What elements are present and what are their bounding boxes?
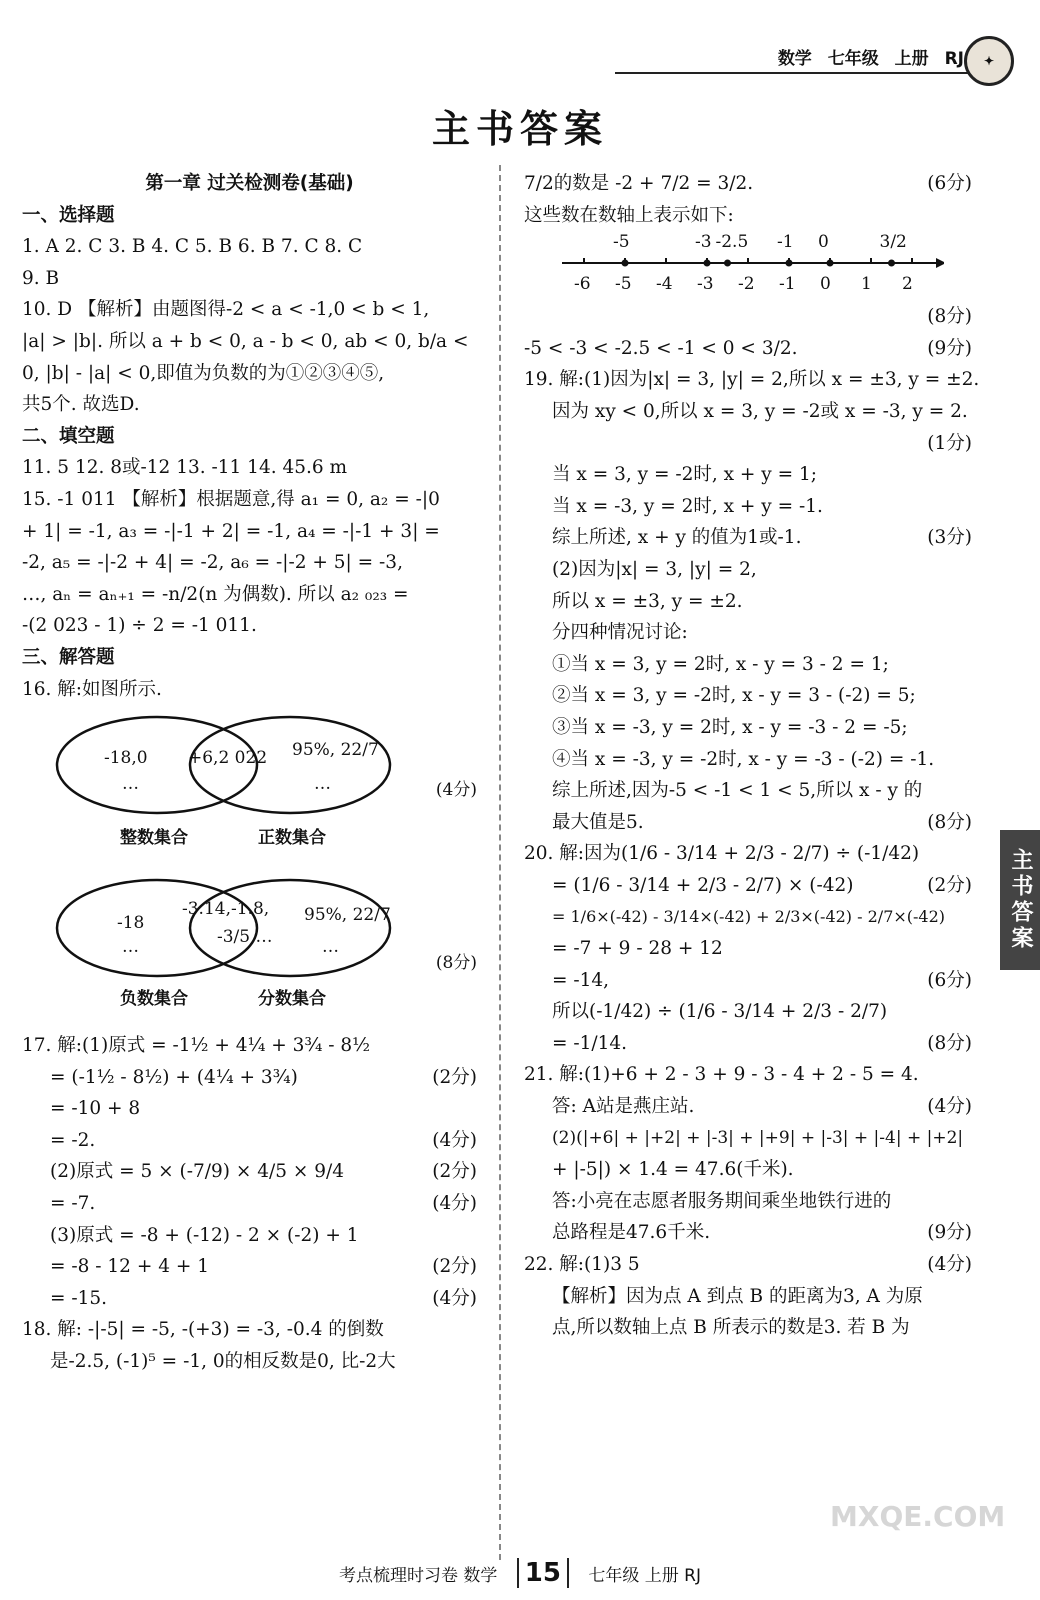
score: (9分)	[927, 1222, 972, 1244]
score: (6分)	[927, 173, 972, 194]
answer-line: 7/2的数是 -2 + 7/2 = 3/2. (6分)	[524, 168, 972, 200]
answer-line: ①当 x = 3, y = 2时, x - y = 3 - 2 = 1;	[552, 653, 889, 675]
answer-line: 综上所述,因为-5 < -1 < 1 < 5,所以 x - y 的	[552, 780, 923, 802]
number-line-tick-label: -2	[738, 274, 755, 295]
chapter-heading: 第一章 过关检测卷(基础)	[145, 173, 354, 194]
section-solve: 三、解答题	[22, 646, 115, 668]
score: (4分)	[432, 1193, 477, 1215]
answer-line: = -7 + 9 - 28 + 12	[552, 938, 723, 960]
score: (2分)	[432, 1066, 477, 1088]
score: (8分)	[927, 306, 972, 328]
section-choice: 一、选择题	[22, 204, 115, 226]
number-line-tick-label: -5	[615, 274, 632, 295]
answer-line: 【解析】因为点 A 到点 B 的距离为3, A 为原	[552, 1285, 923, 1307]
answer-line: 最大值是5. (8分)	[524, 807, 972, 839]
answer-line: 所以(-1/42) ÷ (1/6 - 3/14 + 2/3 - 2/7)	[552, 1001, 888, 1023]
venn1-right-dots: …	[314, 774, 331, 795]
number-line-point	[724, 260, 731, 267]
number-line-point	[622, 260, 629, 267]
column-divider	[499, 165, 501, 1560]
venn-svg	[22, 705, 477, 870]
venn1-right-set: 95%, 22/7	[292, 740, 379, 761]
score: (4分)	[432, 1129, 477, 1151]
answer-line: 20. 解:因为(1/6 - 3/14 + 2/3 - 2/7) ÷ (-1/42)	[524, 843, 920, 865]
side-tab-answers: 主书答案	[1000, 830, 1040, 970]
venn2-right-dots: …	[322, 937, 339, 958]
answer-line: 点,所以数轴上点 B 所表示的数是3. 若 B 为	[552, 1317, 910, 1339]
answer-line: = -14, (6分)	[524, 965, 972, 997]
answer-line: 当 x = 3, y = -2时, x + y = 1;	[552, 464, 818, 486]
number-line-tick-label: 0	[820, 274, 831, 295]
number-line-point	[888, 260, 895, 267]
answer-line: = 1/6×(-42) - 3/14×(-42) + 2/3×(-42) - 2/7×(-42)	[552, 907, 946, 927]
header-grade: 七年级	[827, 49, 879, 69]
answer-line: ②当 x = 3, y = -2时, x - y = 3 - (-2) = 5;	[552, 685, 916, 707]
answer-line: = -2. (4分)	[22, 1125, 477, 1157]
answer-line: = -15. (4分)	[22, 1283, 477, 1315]
score: (2分)	[432, 1161, 477, 1183]
venn2-right-set: 95%, 22/7	[304, 905, 391, 926]
number-line-point-label: -3	[695, 232, 712, 253]
answer-line	[524, 301, 972, 333]
answer-line: 是-2.5, (-1)⁵ = -1, 0的相反数是0, 比-2大	[50, 1351, 396, 1373]
answer-line: + 1| = -1, a₃ = -|-1 + 2| = -1, a₄ = -|-1 + 3| =	[22, 520, 440, 542]
page-footer	[0, 1558, 1040, 1588]
answer-line: 1. A 2. C 3. B 4. C 5. B 6. B 7. C 8. C	[22, 236, 363, 258]
left-column	[22, 168, 477, 1378]
answer-line: 17. 解:(1)原式 = -1½ + 4¼ + 3¾ - 8½	[22, 1035, 371, 1057]
right-column	[524, 168, 980, 1344]
venn-diagram-negative-fraction	[22, 870, 477, 1030]
answer-line: 答:小亮在志愿者服务期间乘坐地铁行进的	[552, 1190, 892, 1212]
venn1-caption-left: 整数集合	[120, 828, 188, 849]
score: (1分)	[927, 432, 972, 454]
score: (4分)	[927, 1254, 972, 1275]
watermark: MXQE.COM	[830, 1500, 1006, 1533]
venn-diagram-integer-positive	[22, 705, 477, 870]
answer-line: 10. D 【解析】由题图得-2 < a < -1,0 < b < 1,	[22, 299, 430, 321]
score: (2分)	[432, 1256, 477, 1278]
answer-line: …, aₙ = aₙ₊₁ = -n/2(n 为偶数). 所以 a₂ ₀₂₃ =	[22, 583, 409, 605]
venn1-left-dots: …	[122, 774, 139, 795]
score: (9分)	[927, 337, 972, 359]
number-line-point	[704, 260, 711, 267]
number-line-tick-label: 2	[902, 274, 913, 295]
venn1-score: (4分)	[435, 780, 477, 801]
score: (4分)	[927, 1096, 972, 1118]
answer-line: = -10 + 8	[50, 1098, 141, 1120]
venn2-left-set: -18	[117, 913, 145, 934]
answer-line: 19. 解:(1)因为|x| = 3, |y| = 2,所以 x = ±3, y = ±2.	[524, 369, 980, 391]
number-line-tick-label: -4	[656, 274, 673, 295]
answer-line: = (1/6 - 3/14 + 2/3 - 2/7) × (-42) (2分)	[524, 870, 972, 902]
answer-line: = -8 - 12 + 4 + 1 (2分)	[22, 1251, 477, 1283]
answer-line: -2, a₅ = -|-2 + 4| = -2, a₆ = -|-2 + 5| = -3,	[22, 552, 403, 574]
answer-line: 这些数在数轴上表示如下:	[524, 204, 734, 226]
score: (8分)	[927, 1032, 972, 1054]
number-line-tick-label: -1	[779, 274, 796, 295]
answer-line: ④当 x = -3, y = -2时, x - y = -3 - (-2) = -1.	[552, 748, 935, 770]
answer-line: -(2 023 - 1) ÷ 2 = -1 011.	[22, 615, 257, 637]
header-rule	[615, 72, 968, 74]
number-line-point-label: 3/2	[879, 232, 907, 253]
venn1-left-set: -18,0	[104, 748, 148, 769]
number-line-point	[827, 260, 834, 267]
answer-line: = -7. (4分)	[22, 1188, 477, 1220]
answer-line: 21. 解:(1)+6 + 2 - 3 + 9 - 3 - 4 + 2 - 5 = 4.	[524, 1064, 919, 1086]
answer-line: 所以 x = ±3, y = ±2.	[552, 590, 743, 612]
answer-line: |a| > |b|. 所以 a + b < 0, a - b < 0, ab < 0, b/a <	[22, 330, 469, 352]
number-line-tick-label: 1	[861, 274, 872, 295]
score: (4分)	[432, 1287, 477, 1309]
number-line	[524, 231, 972, 301]
footer-left: 考点梳理时习卷 数学	[338, 1566, 498, 1586]
publisher-logo-icon: ✦	[964, 36, 1014, 86]
number-line-point-label: -1	[777, 232, 794, 253]
answer-line: 因为 xy < 0,所以 x = 3, y = -2或 x = -3, y = 2.	[552, 400, 968, 422]
score: (3分)	[927, 527, 972, 549]
number-line-point-label: -2.5	[715, 232, 749, 253]
answer-line: 15. -1 011 【解析】根据题意,得 a₁ = 0, a₂ = -|0	[22, 488, 440, 510]
number-line-point-label: 0	[818, 232, 829, 253]
header-subject: 数学	[777, 49, 812, 69]
answer-line: 22. 解:(1)3 5 (4分)	[524, 1249, 972, 1281]
venn1-caption-right: 正数集合	[258, 828, 326, 849]
venn2-left-dots: …	[122, 937, 139, 958]
answer-line: 16. 解:如图所示.	[22, 678, 162, 700]
answer-line: 0, |b| - |a| < 0,即值为负数的为①②③④⑤,	[22, 362, 385, 384]
answer-line: ③当 x = -3, y = 2时, x - y = -3 - 2 = -5;	[552, 716, 908, 738]
venn2-caption-left: 负数集合	[120, 989, 188, 1010]
venn2-caption-right: 分数集合	[258, 989, 326, 1010]
answer-line: 总路程是47.6千米. (9分)	[524, 1217, 972, 1249]
score: (2分)	[927, 874, 972, 896]
venn2-intersection-2: -3/5 …	[217, 927, 273, 948]
answer-line: 共5个. 故选D.	[22, 394, 140, 416]
answer-line: 18. 解: -|-5| = -5, -(+3) = -3, -0.4 的倒数	[22, 1319, 384, 1341]
answer-line	[524, 428, 972, 460]
answer-line: 分四种情况讨论:	[552, 622, 688, 644]
answer-line: 综上所述, x + y 的值为1或-1. (3分)	[524, 522, 972, 554]
score: (6分)	[927, 969, 972, 991]
footer-right: 七年级 上册 RJ	[588, 1566, 702, 1586]
header-edition: RJ	[944, 49, 964, 69]
answer-line: = (-1½ - 8½) + (4¼ + 3¾) (2分)	[22, 1062, 477, 1094]
number-line-tick-label: -3	[697, 274, 714, 295]
answer-line: + |-5|) × 1.4 = 47.6(千米).	[552, 1159, 794, 1181]
answer-line: -5 < -3 < -2.5 < -1 < 0 < 3/2. (9分)	[524, 333, 972, 365]
section-fill: 二、填空题	[22, 425, 115, 447]
number-line-tick-label: -6	[574, 274, 591, 295]
score: (8分)	[927, 811, 972, 833]
venn2-score: (8分)	[435, 953, 477, 974]
page-number: 15	[517, 1558, 569, 1588]
answer-line: = -1/14. (8分)	[524, 1028, 972, 1060]
number-line-point-label: -5	[613, 232, 630, 253]
answer-line: (2)因为|x| = 3, |y| = 2,	[552, 558, 757, 580]
venn2-intersection-1: -3.14,-1.8,	[182, 899, 270, 920]
answer-line: 答: A站是燕庄站. (4分)	[524, 1091, 972, 1123]
venn1-intersection: +6,2 022	[188, 748, 268, 769]
answer-line: 9. B	[22, 267, 60, 289]
number-line-point	[786, 260, 793, 267]
page-header	[768, 44, 964, 69]
answer-line: (2)原式 = 5 × (-7/9) × 4/5 × 9/4 (2分)	[22, 1156, 477, 1188]
page-title: 主书答案	[431, 107, 608, 151]
answer-line: 11. 5 12. 8或-12 13. -11 14. 45.6 m	[22, 457, 348, 479]
header-volume: 上册	[894, 49, 929, 69]
answer-line: (3)原式 = -8 + (-12) - 2 × (-2) + 1	[50, 1224, 359, 1246]
answer-line: 当 x = -3, y = 2时, x + y = -1.	[552, 495, 823, 517]
answer-line: (2)(|+6| + |+2| + |-3| + |+9| + |-3| + |-4| + |+2|	[552, 1127, 964, 1148]
